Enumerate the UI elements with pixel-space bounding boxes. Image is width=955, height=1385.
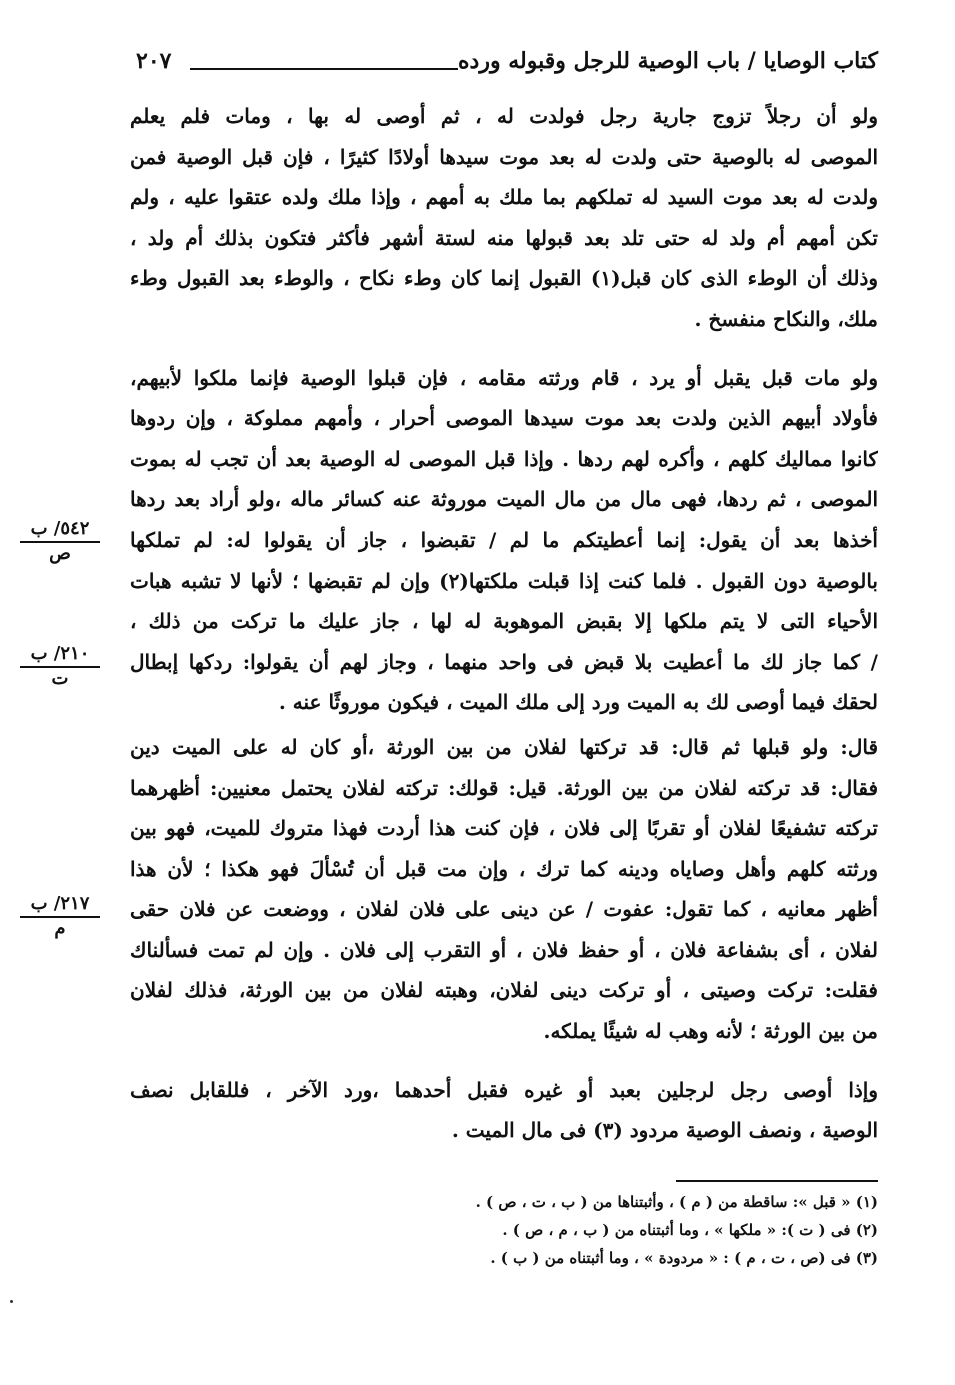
margin-note-folio: ٢١٧/ ب	[20, 893, 100, 918]
text-line: ولو أن رجلاً تزوج جارية رجل فولدت له ، ثم أوصى له بها ، ومات فلم يعلم	[130, 104, 878, 128]
header-rule	[190, 68, 458, 70]
text-line: قال: ولو قبلها ثم قال: قد تركتها لفلان من بين الورثة ،أو كان له على الميت دين	[130, 734, 878, 759]
text-line: لحقك فيما أوصى لك به الميت ورد إلى ملك الميت ، فيكون موروثًا عنه .	[278, 690, 878, 715]
text-line: تكن أمهم أم ولد له حتى تلد بعد قبولها منه لستة أشهر فأكثر فتكون بذلك أم ولد ،	[130, 225, 878, 250]
footnote: (١) « قبل »: ساقطة من ( م ) ، وأثبتناها من ( ب ، ت ، ص ) .	[475, 1193, 878, 1211]
margin-note-folio: ٥٤٢/ ب	[20, 518, 100, 543]
text-line: فأولاد أبيهم الذين ولدت بعد موت سيدها الموصى أحرار ، وأمهم مملوكة ، وإن ردوها	[130, 406, 878, 431]
text-line: كانوا مماليك كلهم ، وأكره لهم ردها . وإذا قبل الموصى له الوصية بعد أن تجب له بموت	[130, 446, 878, 471]
running-header	[136, 48, 878, 88]
paragraph-3	[130, 727, 878, 1052]
text-line: تركته تشفيعًا لفلان أو تقربًا إلى فلان ، فإن كنت هذا أردت فهذا متروك للميت، فهو بين	[130, 816, 878, 841]
page-number: ٢٠٧	[136, 48, 172, 74]
text-line: ورثته كلهم وأهل وصاياه ودينه كما ترك ، وإن مت قبل أن تُسْألَ فهو هكذا ؛ لأن هذا	[130, 856, 878, 881]
footnotes	[118, 1188, 878, 1272]
text-line: ملك، والنكاح منفسخ .	[694, 306, 878, 331]
text-line: بالوصية دون القبول . فلما كنت إذا قبلت ملكتها(٢) وإن لم تقبضها ؛ لأنها لا تشبه هبات	[130, 568, 878, 593]
margin-note-folio: ٢١٠/ ب	[20, 643, 100, 668]
text-line: فقلت: تركت وصيتى ، أو تركت دينى لفلان، وهبته لفلان من بين الورثة، فذلك لفلان	[130, 978, 878, 1003]
text-line: وإذا أوصى رجل لرجلين بعبد أو غيره فقبل أحدهما ،ورد الآخر ، فللقابل نصف	[130, 1077, 878, 1102]
text-line: / كما جاز لك ما أعطيت بلا قبض فى واحد منهما ، وجاز لهم أن يقولوا: ردكها إبطال	[130, 649, 878, 674]
header-title: كتاب الوصايا / باب الوصية للرجل وقبوله ورده	[458, 48, 878, 74]
margin-note-manuscript-mim	[20, 893, 100, 939]
text-line: فقال: قد تركته لفلان من بين الورثة. قيل: قولك: تركته لفلان يحتمل معنيين: أظهرهما	[130, 775, 878, 800]
text-line: الموصى ، ثم ردها، فهى مال من مال الميت موروثة عنه كسائر ماله ،ولو أراد بعد ردها	[130, 487, 878, 512]
paragraph-2	[130, 358, 878, 723]
text-line: لفلان ، أى بشفاعة فلان ، أو حفظ فلان ، أو التقرب إلى فلان . وإن لم تمت فسألناك	[130, 937, 878, 962]
margin-note-siglum: م	[54, 918, 66, 939]
text-line: ولدت له بعد موت السيد له تملكهم بما ملك به أمهم ، وإذا ملك ولده عتقوا عليه ، ولم	[130, 185, 878, 210]
paragraph-4	[130, 1070, 878, 1151]
margin-note-siglum: ص	[49, 543, 71, 564]
margin-note-siglum: ت	[51, 668, 69, 689]
text-line: أظهر معانيه ، كما تقول: عفوت / عن دينى على فلان لفلان ، ووضعت عن فلان حقى	[130, 897, 878, 922]
text-line: الأحياء التى لا يتم ملكها إلا بقبض الموهوبة له لها ، جاز عليك ما تركت من ذلك ،	[130, 609, 878, 634]
text-line: من بين الورثة ؛ لأنه وهب له شيئًا يملكه.	[543, 1019, 878, 1044]
text-line: الموصى له بالوصية حتى ولدت له بعد موت سيدها أولادًا كثيرًا ، فإن قبل الوصية فمن	[130, 144, 878, 169]
text-line: ولو مات قبل يقبل أو يرد ، قام ورثته مقامه ، فإن قبلوا الوصية فإنما ملكوا لأبيهم،	[130, 365, 878, 390]
text-line: أخذها بعد أن يقول: إنما أعطيتكم ما لم / تقبضوا ، جاز أن يقولوا له: لم تملكها	[130, 527, 878, 552]
footnote: (٢) فى ( ت ): « ملكها » ، وما أثبتناه من ( ب ، م ، ص ) .	[502, 1221, 878, 1239]
text-line: الوصية ، ونصف الوصية مردود (٣) فى مال الميت .	[451, 1118, 878, 1143]
footnote-rule	[676, 1180, 878, 1182]
margin-note-manuscript-ta	[20, 643, 100, 689]
paragraph-1	[130, 96, 878, 340]
footnote: (٣) فى (ص ، ت ، م ) : « مردودة » ، وما أثبتناه من ( ب ) .	[490, 1249, 878, 1267]
body-text	[130, 96, 878, 1151]
text-line: وذلك أن الوطء الذى كان قبل(١) القبول إنما كان وطء نكاح ، والوطء بعد القبول وطء	[130, 266, 878, 291]
page-speck	[10, 1300, 13, 1303]
margin-note-manuscript-sad	[20, 518, 100, 564]
